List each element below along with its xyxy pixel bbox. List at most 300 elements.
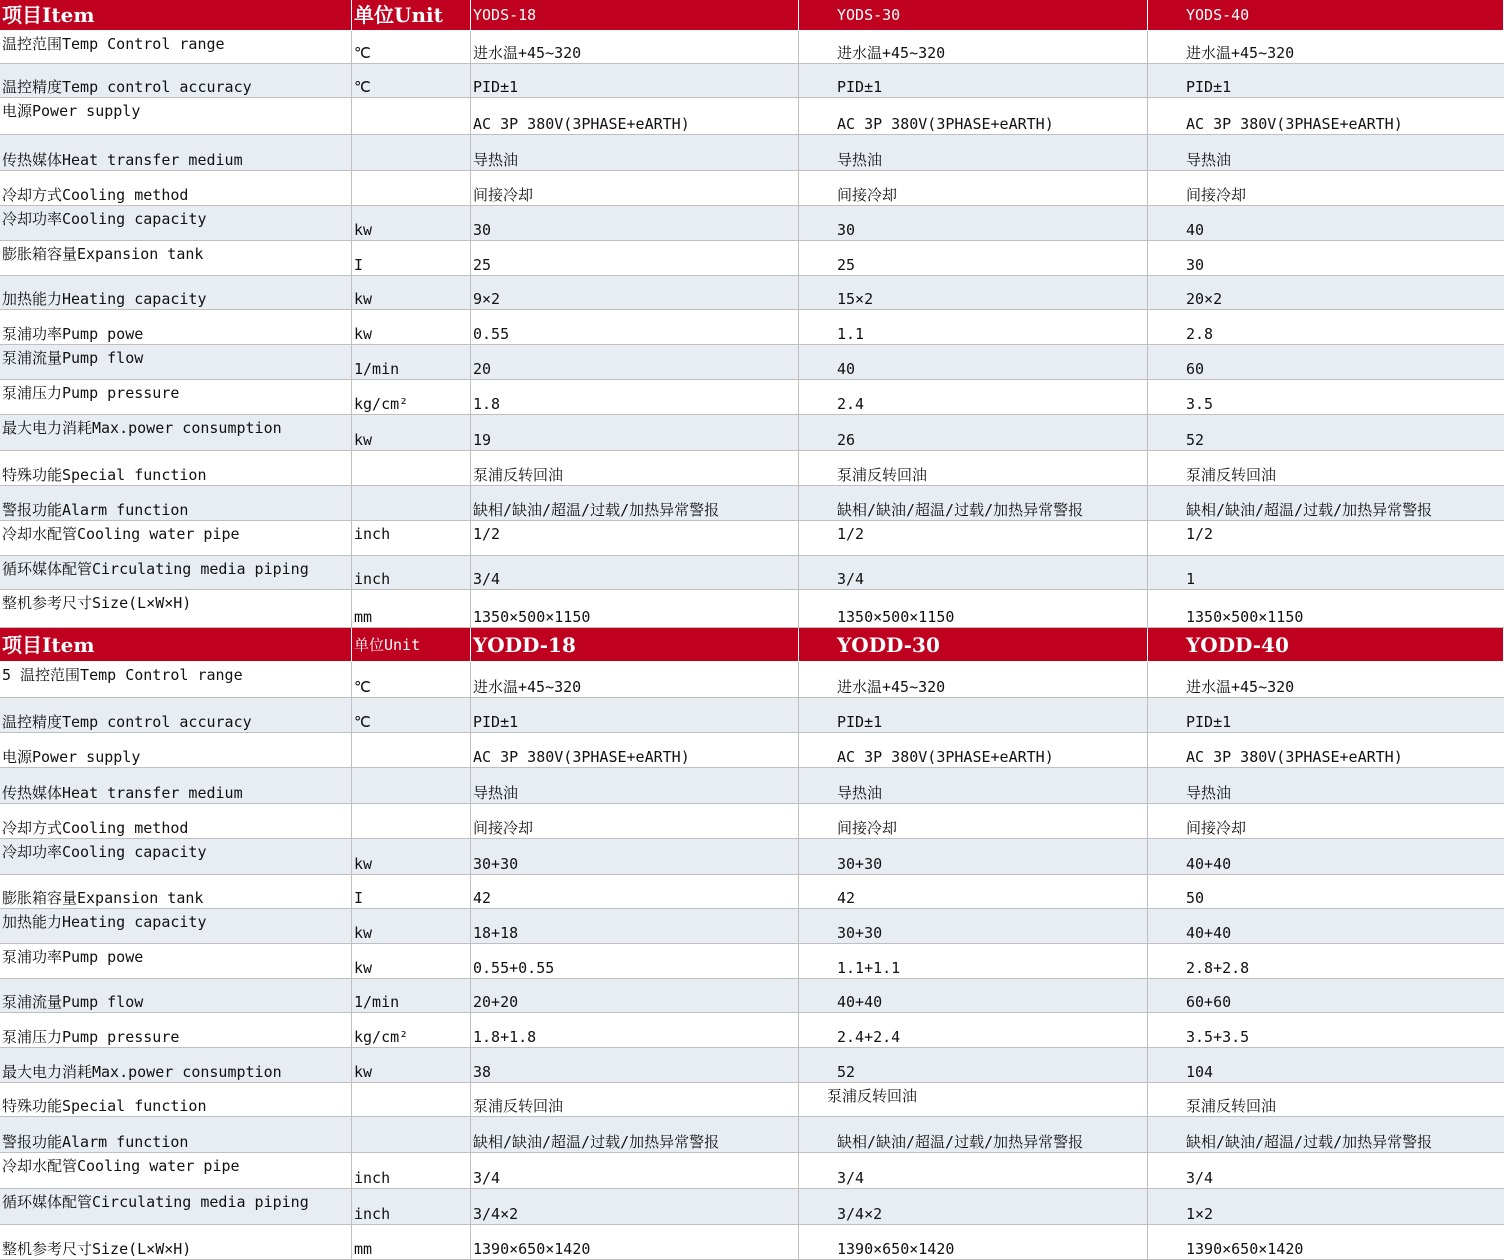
table-row: [0, 590, 1504, 628]
row-value-2-cell: [799, 521, 1148, 555]
row-unit-cell: [352, 276, 471, 309]
row-value-3: 60+60: [1186, 993, 1232, 1011]
row-value-1: 进水温+45~320: [473, 678, 582, 696]
row-label: 警报功能Alarm function: [2, 1133, 189, 1151]
row-value-2: 泵浦反转回油: [827, 1087, 918, 1105]
row-value-1: 30+30: [473, 855, 519, 873]
header-model-2-cell: [799, 0, 1148, 30]
row-value-1-cell: [471, 135, 799, 170]
row-value-3-cell: [1148, 31, 1504, 63]
table-row: [0, 276, 1504, 310]
table-row: [0, 875, 1504, 909]
row-label: 最大电力消耗Max.power consumption: [2, 1063, 282, 1081]
header-item-label-cell: [0, 0, 352, 30]
table-header-row: [0, 628, 1504, 662]
row-value-3-cell: [1148, 1153, 1504, 1188]
row-value-3: 进水温+45~320: [1186, 44, 1295, 62]
row-label-cell: [0, 979, 352, 1012]
row-label: 整机参考尺寸Size(L×W×H): [2, 594, 192, 612]
row-value-2-cell: [799, 241, 1148, 275]
row-value-3-cell: [1148, 241, 1504, 275]
row-value-1-cell: [471, 979, 799, 1012]
table-row: [0, 345, 1504, 380]
header-model-2: YODD-30: [837, 632, 940, 657]
row-value-1: 1.8+1.8: [473, 1028, 537, 1046]
row-value-2-cell: [799, 380, 1148, 414]
table-row: [0, 1048, 1504, 1083]
row-unit: inch: [354, 1169, 391, 1187]
row-label-cell: [0, 135, 352, 170]
row-value-2: 间接冷却: [837, 186, 898, 204]
row-value-1-cell: [471, 1048, 799, 1082]
row-value-1: 3/4: [473, 1169, 501, 1187]
table-row: [0, 1189, 1504, 1225]
row-value-3: 3.5+3.5: [1186, 1028, 1250, 1046]
row-value-1: 9×2: [473, 290, 501, 308]
header-item-label: 项目Item: [2, 632, 95, 657]
row-label-cell: [0, 698, 352, 732]
row-value-2: 30+30: [837, 855, 883, 873]
row-value-2-cell: [799, 451, 1148, 485]
row-value-1: 19: [473, 431, 492, 449]
row-unit-cell: [352, 804, 471, 838]
row-label: 电源Power supply: [2, 102, 141, 120]
table-row: [0, 698, 1504, 733]
row-unit: kw: [354, 431, 373, 449]
row-label: 加热能力Heating capacity: [2, 913, 207, 931]
row-value-1: 导热油: [473, 784, 519, 802]
table-row: [0, 979, 1504, 1013]
row-label-cell: [0, 804, 352, 838]
row-value-2: 30+30: [837, 924, 883, 942]
row-value-2-cell: [799, 875, 1148, 908]
row-label-cell: [0, 521, 352, 555]
row-value-1: 1350×500×1150: [473, 608, 591, 626]
row-value-1-cell: [471, 768, 799, 803]
row-value-2-cell: [799, 1048, 1148, 1082]
row-label-cell: [0, 380, 352, 414]
row-label-cell: [0, 276, 352, 309]
row-value-3: 60: [1186, 360, 1205, 378]
row-label-cell: [0, 944, 352, 978]
row-unit: kw: [354, 959, 373, 977]
row-value-3-cell: [1148, 171, 1504, 205]
table-row: [0, 768, 1504, 804]
row-value-3-cell: [1148, 521, 1504, 555]
row-value-2-cell: [799, 733, 1148, 767]
row-label: 传热媒体Heat transfer medium: [2, 784, 243, 802]
row-value-2: 52: [837, 1063, 856, 1081]
row-value-2-cell: [799, 1083, 1148, 1116]
row-label: 循环媒体配管Circulating media piping: [2, 560, 309, 578]
row-value-1-cell: [471, 171, 799, 205]
row-unit-cell: [352, 206, 471, 240]
row-value-2: 间接冷却: [837, 819, 898, 837]
table-row: [0, 98, 1504, 135]
row-unit: kw: [354, 1063, 373, 1081]
table-row: [0, 241, 1504, 276]
row-unit-cell: [352, 768, 471, 803]
row-value-1: 间接冷却: [473, 186, 534, 204]
row-value-1-cell: [471, 839, 799, 874]
row-unit-cell: [352, 380, 471, 414]
header-model-1-cell: [471, 628, 799, 661]
row-value-3: 40+40: [1186, 855, 1232, 873]
row-label: 冷却功率Cooling capacity: [2, 843, 207, 861]
row-value-2-cell: [799, 590, 1148, 627]
row-unit-cell: [352, 521, 471, 555]
row-value-3-cell: [1148, 1225, 1504, 1259]
table-row: [0, 1013, 1504, 1048]
row-value-1: 泵浦反转回油: [473, 466, 564, 484]
table-row: [0, 310, 1504, 345]
table-row: [0, 662, 1504, 698]
table-row: [0, 135, 1504, 171]
row-label-cell: [0, 310, 352, 344]
row-value-2-cell: [799, 979, 1148, 1012]
row-label-cell: [0, 345, 352, 379]
row-label: 温控精度Temp control accuracy: [2, 78, 252, 96]
table-row: [0, 1117, 1504, 1153]
row-value-2-cell: [799, 662, 1148, 697]
row-label-cell: [0, 1225, 352, 1259]
row-value-2-cell: [799, 909, 1148, 943]
row-label: 加热能力Heating capacity: [2, 290, 207, 308]
row-value-3: 导热油: [1186, 784, 1232, 802]
row-value-1: 缺相/缺油/超温/过载/加热异常警报: [473, 501, 720, 519]
row-unit-cell: [352, 310, 471, 344]
row-value-3: 1390×650×1420: [1186, 1240, 1304, 1258]
row-value-3-cell: [1148, 944, 1504, 978]
row-value-1-cell: [471, 662, 799, 697]
row-label: 泵浦功率Pump powe: [2, 948, 144, 966]
row-value-3: 1: [1186, 570, 1196, 588]
row-unit: kg/cm²: [354, 1028, 409, 1046]
row-value-3-cell: [1148, 64, 1504, 97]
row-value-1: 18+18: [473, 924, 519, 942]
row-value-3-cell: [1148, 135, 1504, 170]
row-value-2: 1/2: [837, 525, 865, 543]
row-unit-cell: [352, 171, 471, 205]
row-value-2: AC 3P 380V(3PHASE+eARTH): [837, 115, 1054, 133]
row-label-cell: [0, 31, 352, 63]
row-unit: kw: [354, 855, 373, 873]
row-value-1-cell: [471, 909, 799, 943]
row-value-2: 15×2: [837, 290, 874, 308]
row-label: 泵浦功率Pump powe: [2, 325, 144, 343]
row-value-2-cell: [799, 64, 1148, 97]
row-value-2: 1.1+1.1: [837, 959, 901, 977]
row-label-cell: [0, 64, 352, 97]
table-row: [0, 1083, 1504, 1117]
row-unit-cell: [352, 1153, 471, 1188]
row-unit-cell: [352, 839, 471, 874]
header-model-1-cell: [471, 0, 799, 30]
row-value-2: PID±1: [837, 713, 883, 731]
row-value-3-cell: [1148, 979, 1504, 1012]
row-unit: kw: [354, 290, 373, 308]
row-value-3: 进水温+45~320: [1186, 678, 1295, 696]
row-value-2: 1350×500×1150: [837, 608, 955, 626]
row-value-1-cell: [471, 556, 799, 589]
row-label-cell: [0, 909, 352, 943]
row-unit-cell: [352, 733, 471, 767]
row-value-1-cell: [471, 1083, 799, 1116]
row-unit-cell: [352, 590, 471, 627]
row-value-3-cell: [1148, 98, 1504, 134]
row-value-1-cell: [471, 276, 799, 309]
row-value-3: 间接冷却: [1186, 186, 1247, 204]
row-value-1: 1/2: [473, 525, 501, 543]
row-value-1: 42: [473, 889, 492, 907]
row-label-cell: [0, 98, 352, 134]
row-value-1-cell: [471, 310, 799, 344]
row-value-1: 3/4: [473, 570, 501, 588]
row-value-1-cell: [471, 64, 799, 97]
row-value-1: PID±1: [473, 78, 519, 96]
row-value-3-cell: [1148, 451, 1504, 485]
row-value-1-cell: [471, 521, 799, 555]
header-model-2: YODS-30: [837, 6, 901, 24]
row-value-3: PID±1: [1186, 713, 1232, 731]
row-value-2-cell: [799, 839, 1148, 874]
row-label-cell: [0, 1013, 352, 1047]
row-unit-cell: [352, 556, 471, 589]
row-value-3-cell: [1148, 276, 1504, 309]
row-value-2: 1.1: [837, 325, 865, 343]
row-value-3-cell: [1148, 768, 1504, 803]
row-value-1-cell: [471, 698, 799, 732]
row-value-1-cell: [471, 590, 799, 627]
row-value-1: 38: [473, 1063, 492, 1081]
row-value-1: 进水温+45~320: [473, 44, 582, 62]
table-row: [0, 380, 1504, 415]
row-unit-cell: [352, 345, 471, 379]
row-value-2: 40: [837, 360, 856, 378]
row-value-3-cell: [1148, 486, 1504, 520]
row-value-1-cell: [471, 451, 799, 485]
row-label: 冷却水配管Cooling water pipe: [2, 1157, 240, 1175]
row-label-cell: [0, 590, 352, 627]
row-label-cell: [0, 875, 352, 908]
row-unit-cell: [352, 451, 471, 485]
row-value-1: 1390×650×1420: [473, 1240, 591, 1258]
row-value-1: 缺相/缺油/超温/过载/加热异常警报: [473, 1133, 720, 1151]
row-unit-cell: [352, 241, 471, 275]
row-value-3-cell: [1148, 1013, 1504, 1047]
row-value-2: 42: [837, 889, 856, 907]
table-row: [0, 415, 1504, 451]
row-label: 温控精度Temp control accuracy: [2, 713, 252, 731]
row-value-2-cell: [799, 98, 1148, 134]
table-row: [0, 944, 1504, 979]
row-unit: ℃: [354, 78, 371, 96]
row-value-3-cell: [1148, 345, 1504, 379]
header-model-3-cell: [1148, 0, 1504, 30]
row-value-2-cell: [799, 804, 1148, 838]
row-value-3: 3.5: [1186, 395, 1214, 413]
header-unit-label: 单位Unit: [354, 635, 421, 654]
row-unit: kw: [354, 924, 373, 942]
row-value-2: 30: [837, 221, 856, 239]
row-value-2: 3/4×2: [837, 1205, 883, 1223]
header-model-3-cell: [1148, 628, 1504, 661]
row-value-3-cell: [1148, 909, 1504, 943]
row-value-3-cell: [1148, 839, 1504, 874]
header-item-label: 项目Item: [2, 3, 95, 27]
row-value-1-cell: [471, 486, 799, 520]
row-value-3: 2.8: [1186, 325, 1214, 343]
row-value-1: 泵浦反转回油: [473, 1097, 564, 1115]
row-unit-cell: [352, 979, 471, 1012]
row-value-2: 进水温+45~320: [837, 678, 946, 696]
row-unit-cell: [352, 1189, 471, 1224]
row-label: 整机参考尺寸Size(L×W×H): [2, 1240, 192, 1258]
row-value-1: 1.8: [473, 395, 501, 413]
row-value-1: AC 3P 380V(3PHASE+eARTH): [473, 115, 690, 133]
row-value-3: 40: [1186, 221, 1205, 239]
row-label: 传热媒体Heat transfer medium: [2, 151, 243, 169]
row-label-cell: [0, 1117, 352, 1152]
row-value-1-cell: [471, 241, 799, 275]
row-value-2-cell: [799, 276, 1148, 309]
row-value-3-cell: [1148, 415, 1504, 450]
row-value-2-cell: [799, 556, 1148, 589]
row-value-3-cell: [1148, 590, 1504, 627]
row-value-1: 3/4×2: [473, 1205, 519, 1223]
row-value-2: 25: [837, 256, 856, 274]
row-unit-cell: [352, 875, 471, 908]
row-label: 泵浦流量Pump flow: [2, 349, 144, 367]
row-value-1-cell: [471, 1225, 799, 1259]
row-value-3-cell: [1148, 206, 1504, 240]
row-value-1: 25: [473, 256, 492, 274]
row-label: 泵浦压力Pump pressure: [2, 1028, 180, 1046]
row-value-1-cell: [471, 31, 799, 63]
table-row: [0, 909, 1504, 944]
row-value-3-cell: [1148, 662, 1504, 697]
row-unit: ℃: [354, 678, 371, 696]
row-value-2-cell: [799, 345, 1148, 379]
row-value-2-cell: [799, 698, 1148, 732]
row-value-1-cell: [471, 804, 799, 838]
row-value-2-cell: [799, 1013, 1148, 1047]
row-label: 循环媒体配管Circulating media piping: [2, 1193, 309, 1211]
row-value-3: 缺相/缺油/超温/过载/加热异常警报: [1186, 1133, 1433, 1151]
row-unit: 1/min: [354, 993, 400, 1011]
row-unit-cell: [352, 486, 471, 520]
row-unit-cell: [352, 909, 471, 943]
row-label-cell: [0, 241, 352, 275]
header-unit-label-cell: [352, 628, 471, 661]
row-unit-cell: [352, 698, 471, 732]
row-value-2-cell: [799, 486, 1148, 520]
row-label-cell: [0, 768, 352, 803]
table-row: [0, 31, 1504, 64]
row-unit-cell: [352, 1225, 471, 1259]
row-value-2: 40+40: [837, 993, 883, 1011]
header-model-1: YODS-18: [473, 6, 537, 24]
row-value-2: 导热油: [837, 151, 883, 169]
row-unit-cell: [352, 98, 471, 134]
row-label-cell: [0, 415, 352, 450]
row-label-cell: [0, 733, 352, 767]
row-value-3-cell: [1148, 556, 1504, 589]
row-unit: inch: [354, 1205, 391, 1223]
row-label: 特殊功能Special function: [2, 1097, 207, 1115]
row-value-3-cell: [1148, 380, 1504, 414]
row-value-1: 间接冷却: [473, 819, 534, 837]
row-value-1-cell: [471, 415, 799, 450]
row-value-2-cell: [799, 1153, 1148, 1188]
row-value-3-cell: [1148, 310, 1504, 344]
table-header-row: [0, 0, 1504, 31]
row-unit: I: [354, 889, 364, 907]
row-value-2-cell: [799, 135, 1148, 170]
row-label-cell: [0, 839, 352, 874]
header-model-2-cell: [799, 628, 1148, 661]
row-unit: kg/cm²: [354, 395, 409, 413]
row-value-3: 1×2: [1186, 1205, 1214, 1223]
table-row: [0, 556, 1504, 590]
row-value-1-cell: [471, 345, 799, 379]
row-value-2-cell: [799, 1189, 1148, 1224]
row-value-2: 缺相/缺油/超温/过载/加热异常警报: [837, 1133, 1084, 1151]
row-label-cell: [0, 556, 352, 589]
row-value-3: 泵浦反转回油: [1186, 466, 1277, 484]
row-value-3: AC 3P 380V(3PHASE+eARTH): [1186, 748, 1403, 766]
row-label-cell: [0, 1189, 352, 1224]
row-value-1: PID±1: [473, 713, 519, 731]
row-unit-cell: [352, 944, 471, 978]
row-value-2: PID±1: [837, 78, 883, 96]
row-value-1-cell: [471, 733, 799, 767]
row-value-1: 20+20: [473, 993, 519, 1011]
row-value-3-cell: [1148, 733, 1504, 767]
row-unit-cell: [352, 415, 471, 450]
row-label: 泵浦流量Pump flow: [2, 993, 144, 1011]
row-label: 5 温控范围Temp Control range: [2, 666, 243, 684]
row-value-2: 2.4+2.4: [837, 1028, 901, 1046]
row-value-1: AC 3P 380V(3PHASE+eARTH): [473, 748, 690, 766]
row-value-3: 1/2: [1186, 525, 1214, 543]
row-value-2-cell: [799, 171, 1148, 205]
row-value-1: 0.55: [473, 325, 510, 343]
header-unit-label-cell: [352, 0, 471, 30]
row-value-3: 泵浦反转回油: [1186, 1097, 1277, 1115]
row-value-3-cell: [1148, 875, 1504, 908]
row-label-cell: [0, 1048, 352, 1082]
row-label: 最大电力消耗Max.power consumption: [2, 419, 282, 437]
row-value-2-cell: [799, 1225, 1148, 1259]
table-row: [0, 171, 1504, 206]
table-row: [0, 804, 1504, 839]
row-value-1-cell: [471, 1013, 799, 1047]
row-value-2-cell: [799, 1117, 1148, 1152]
row-label: 膨胀箱容量Expansion tank: [2, 245, 204, 263]
row-unit: ℃: [354, 713, 371, 731]
row-value-2: 缺相/缺油/超温/过载/加热异常警报: [837, 501, 1084, 519]
row-value-1: 20: [473, 360, 492, 378]
table-row: [0, 1153, 1504, 1189]
row-label: 冷却功率Cooling capacity: [2, 210, 207, 228]
row-label-cell: [0, 1083, 352, 1116]
row-value-2-cell: [799, 206, 1148, 240]
row-value-3: 20×2: [1186, 290, 1223, 308]
row-unit: mm: [354, 608, 373, 626]
row-value-1-cell: [471, 206, 799, 240]
row-value-1: 0.55+0.55: [473, 959, 555, 977]
